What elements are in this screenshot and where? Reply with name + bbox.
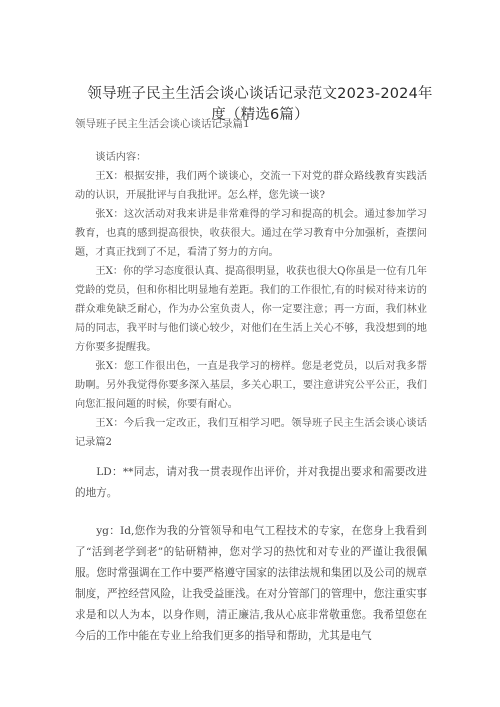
paragraph: LD：**同志，请对我一贯表现作出评价，并对我提出要求和需要改进的地方。 xyxy=(75,466,427,499)
dialogue-block-3 xyxy=(75,521,427,647)
paragraph: 王X：今后我一定改正，我们互相学习吧。领导班子民主生活会谈心谈话记录篇2 xyxy=(75,418,427,448)
paragraph: 王X：根据安排，我们两个谈谈心，交流一下对党的群众路线教育实践活动的认识，开展批评与自我批评。怎么样，您先谈一谈? xyxy=(75,171,427,201)
dialogue-block-1 xyxy=(75,148,427,452)
document-title: 领导班子民主生活会谈心谈话记录范文2023-2024年度（精选6篇） xyxy=(87,86,433,123)
paragraph: 谈话内容： xyxy=(95,152,147,163)
paragraph: 张X：这次活动对我来讲是非常难得的学习和提高的机会。通过参加学习教育，也真的感到提高很快，收获很大。通过在学习教育中分加强析，查摆问题，才真正找到了不足，看清了努力的方向。 xyxy=(75,209,427,258)
paragraph: 王X：你的学习态度很认真、提高很明显，收获也很大Q你虽是一位有几年党龄的党员，但和你相比明显地有差距。我们的工作很忙,有的时候对待来访的群众难免缺乏耐心，作为办公室负责人，你一定要注意；再一方面，我们林业局的同志，我平时与他们谈心较少，对他们在生活上关心不够，我没想到的地方你要多提醒我。 xyxy=(75,266,427,353)
paragraph: 张X：您工作很出色，一直是我学习的榜样。您是老党员，以后对我多帮助啊。另外我觉得你要多深入基层，多关心职工，要注意讲究公平公正，我们向您汇报问题的时候，你要有耐心。 xyxy=(75,361,427,410)
section-heading-1: 领导班子民主生活会谈心谈话记录篇1 xyxy=(75,118,250,130)
dialogue-block-2 xyxy=(75,462,427,504)
paragraph: yg：Id,您作为我的分管领导和电气工程技术的专家，在您身上我看到了“活到老学到老”的钻研精神，您对学习的热忱和对专业的严谨让我很佩服。您时常强调在工作中要严格遵守国家的法律法规和集团以及公司的规章制度，严控经营风险，让我受益匪浅。在对分管部门的管理中，您注重实事求是和以人为本，以身作则，清正廉洁,我从心底非常敬重您。我希望您在今后的工作中能在专业上给我们更多的指导和帮助，尤其是电气 xyxy=(75,525,427,642)
